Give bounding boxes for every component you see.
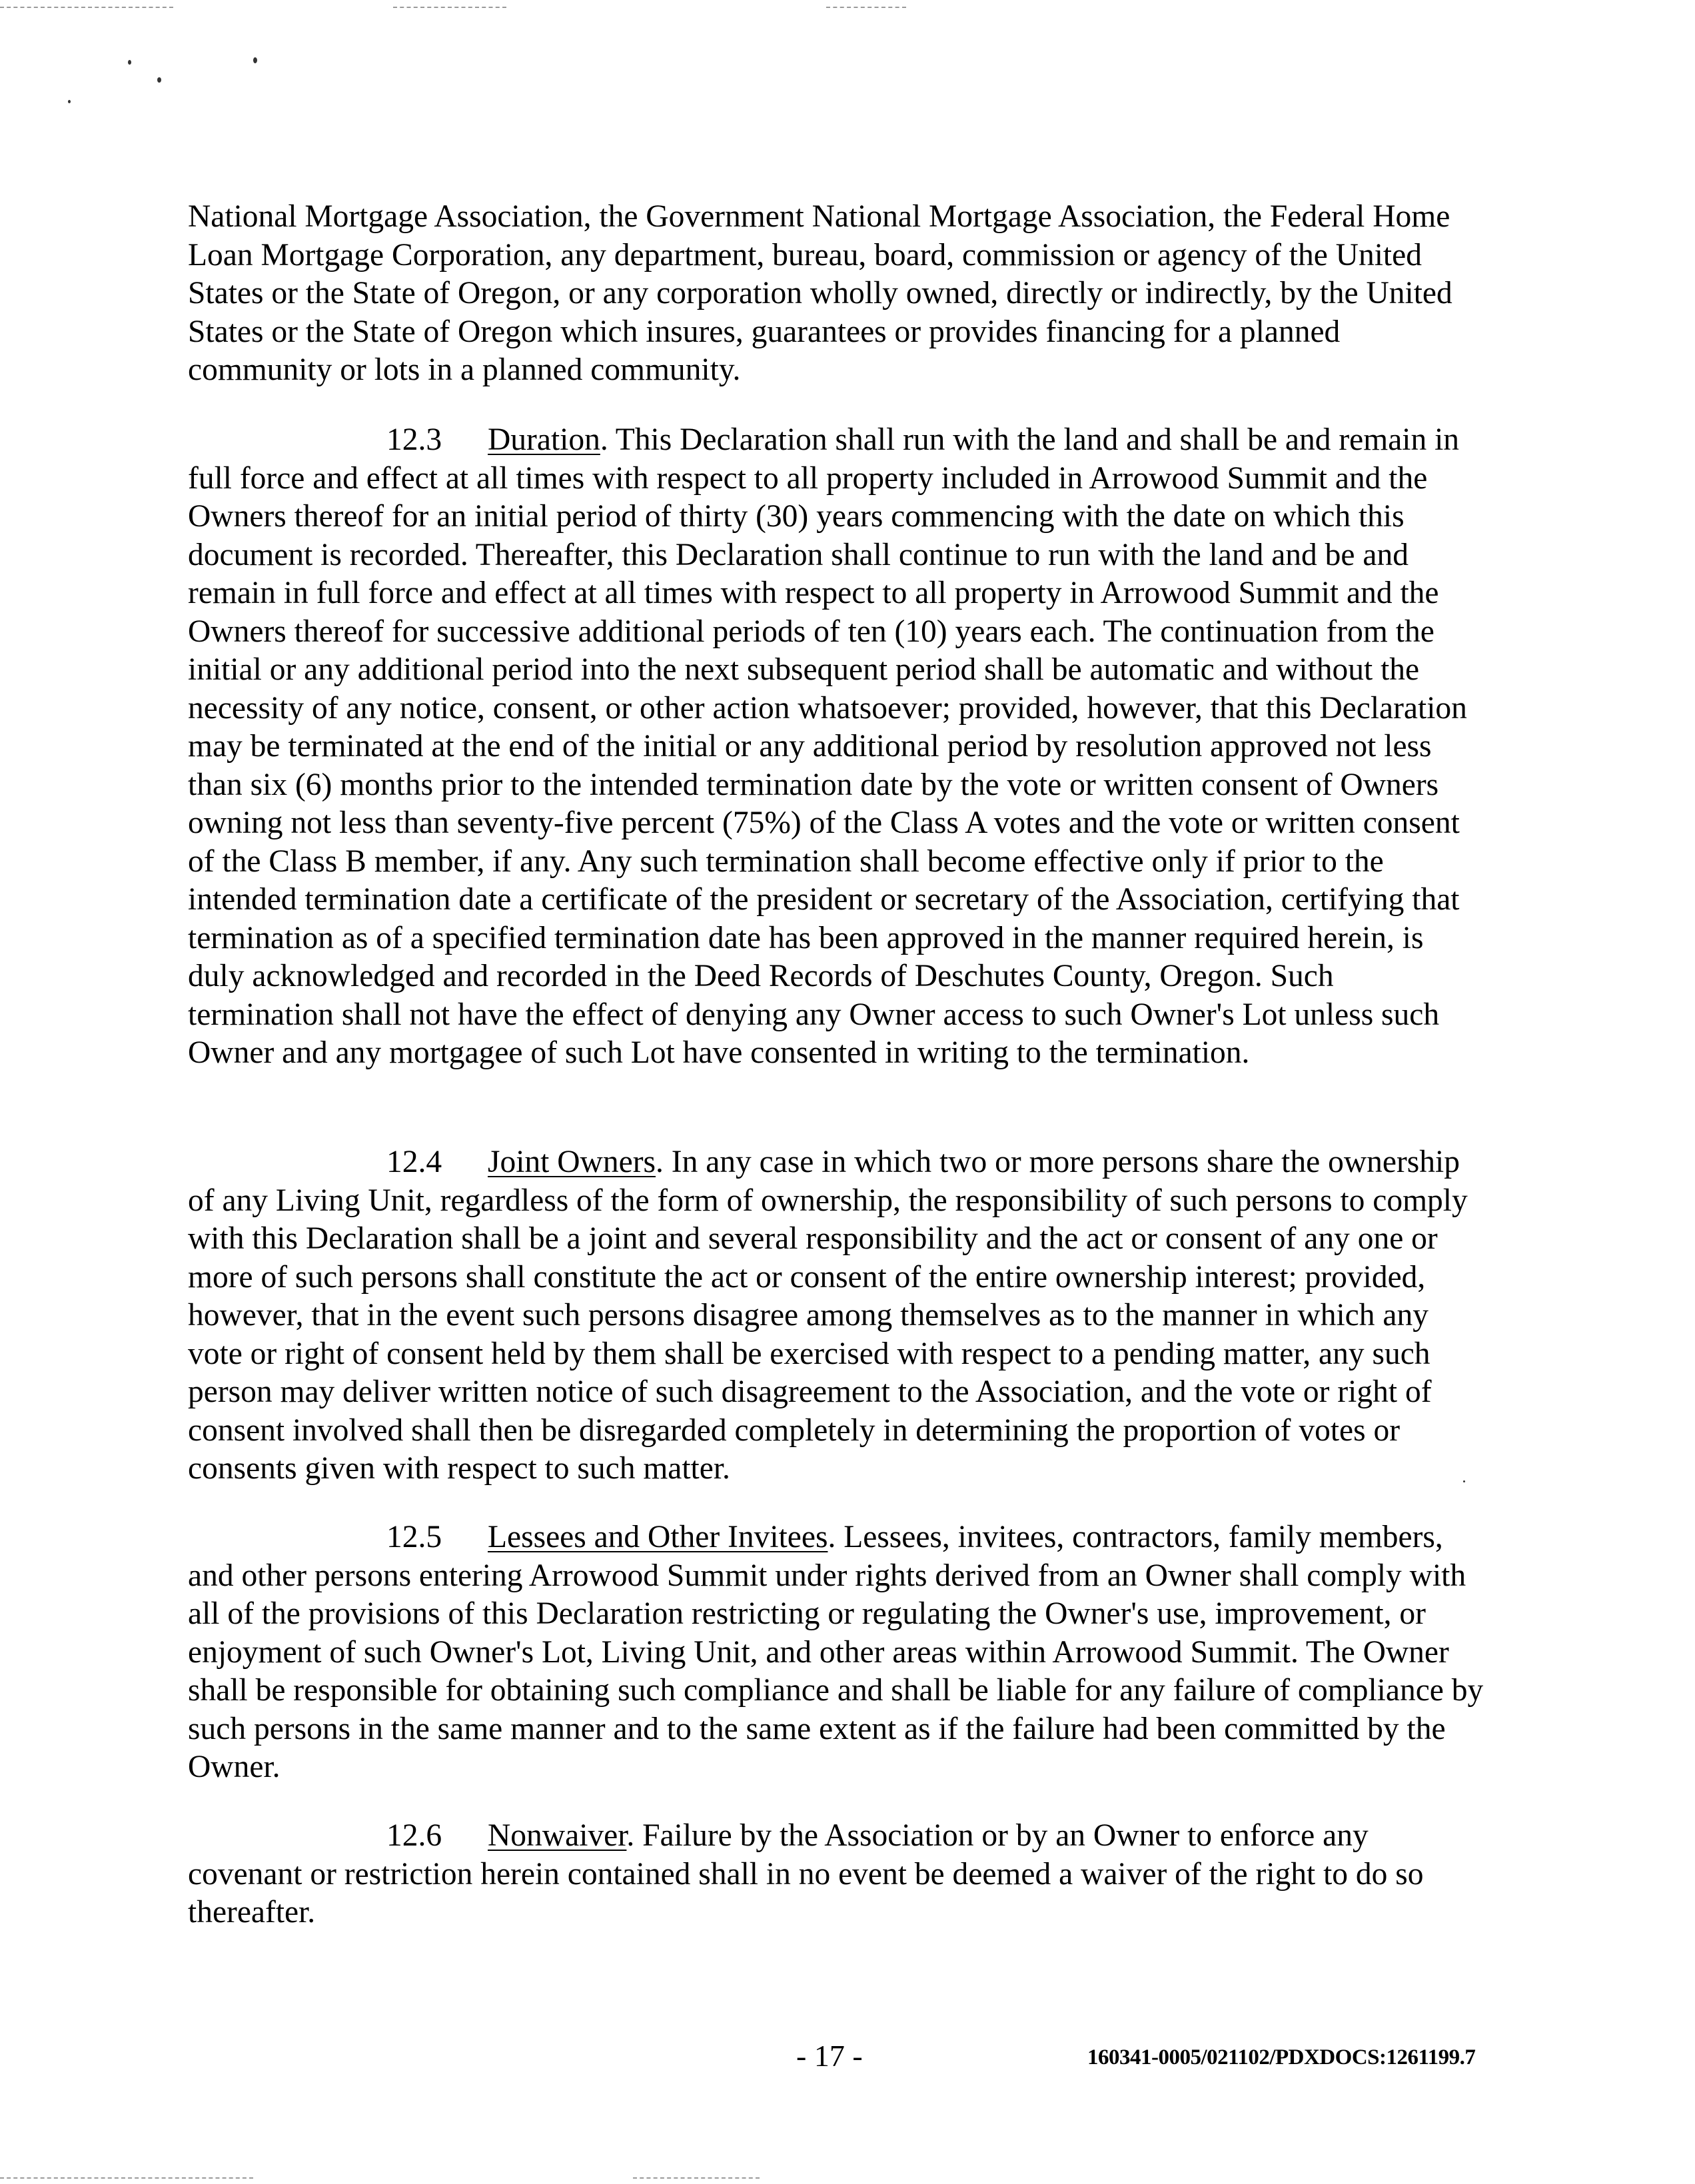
scan-artifact-bottom-mid bbox=[633, 2177, 760, 2179]
scan-speck bbox=[253, 57, 257, 63]
section-body: . This Declaration shall run with the land and shall be and remain in full force and effect at all times with respect to all property included in Arrowood Summit and the Owners thereof for an initial period of thirty (30) years commencing with the date on which this document is recorded. Thereafter, this Declaration shall continue to run with the land and be and remain in full force and effect at all times with respect to all property in Arrowood Summit and the Owners thereof for successive additional periods of ten (10) years each. The continuation from the initial or any additional period into the next subsequent period shall be automatic and without the necessity of any notice, consent, or other action whatsoever; provided, however, that this Declaration may be terminated at the end of the initial or any additional period by resolution approved not less than six (6) months prior to the intended termination date by the vote or written consent of Owners owning not less than seventy-five percent (75%) of the Class A votes and the vote or written consent of the Class B member, if any. Any such termination shall become effective only if prior to the intended termination date a certificate of the president or secretary of the Association, certifying that termination as of a specified termination date has been approved in the manner required herein, is duly acknowledged and recorded in the Deed Records of Deschutes County, Oregon. Such termination shall not have the effect of denying any Owner access to such Owner's Lot unless such Owner and any mortgagee of such Lot have consented in writing to the termination. bbox=[188, 422, 1467, 1070]
page-number: - 17 - bbox=[796, 2039, 863, 2073]
intro-paragraph-block bbox=[188, 198, 1484, 390]
scan-artifact-bottom-left bbox=[0, 2177, 253, 2179]
section-number: 12.3 bbox=[386, 422, 442, 457]
scan-speck bbox=[157, 77, 161, 83]
scan-artifact-top-right bbox=[826, 7, 906, 8]
section-number: 12.6 bbox=[386, 1818, 442, 1853]
section-body: . In any case in which two or more persons share the ownership of any Living Unit, regardless of the form of ownership, the responsibility of such persons to comply with this Declaration shall be a joint and several responsibility and the act or consent of any one or more of such persons shall constitute the act or consent of the entire ownership interest; provided, however, that in the event such persons disagree among themselves as to the manner in which any vote or right of consent held by them shall be exercised with respect to a pending matter, any such person may deliver written notice of such disagreement to the Association, and the vote or right of consent involved shall then be disregarded completely in determining the proportion of votes or consents given with respect to such matter. bbox=[188, 1145, 1468, 1486]
document-id: 160341-0005/021102/PDXDOCS:1261199.7 bbox=[1087, 2045, 1476, 2069]
intro-paragraph: National Mortgage Association, the Government National Mortgage Association, the Federal Home Loan Mortgage Corporation, any department, bureau, board, commission or agency of the United States or the State of Oregon, or any corporation wholly owned, directly or indirectly, by the United States or the State of Oregon which insures, guarantees or provides financing for a planned community or lots in a planned community. bbox=[188, 199, 1452, 387]
scan-speck bbox=[128, 60, 131, 65]
scan-artifact-top-left bbox=[0, 7, 173, 8]
section-heading: Joint Owners bbox=[488, 1145, 656, 1179]
section-12-5 bbox=[188, 1518, 1484, 1787]
section-12-4 bbox=[188, 1143, 1484, 1488]
section-body: . Lessees, invitees, contractors, family members, and other persons entering Arrowood Summit under rights derived from an Owner shall comply with all of the provisions of this Declaration restricting or regulating the Owner's use, improvement, or enjoyment of such Owner's Lot, Living Unit, and other areas within Arrowood Summit. The Owner shall be responsible for obtaining such compliance and shall be liable for any failure of compliance by such persons in the same manner and to the same extent as if the failure had been committed by the Owner. bbox=[188, 1520, 1484, 1784]
section-heading: Nonwaiver bbox=[488, 1818, 627, 1853]
section-12-6 bbox=[188, 1817, 1484, 1932]
section-heading: Duration bbox=[488, 422, 600, 457]
section-number: 12.5 bbox=[386, 1520, 442, 1554]
scan-speck bbox=[68, 100, 71, 103]
section-number: 12.4 bbox=[386, 1145, 442, 1179]
section-body: . Failure by the Association or by an Owner to enforce any covenant or restriction herein contained shall in no event be deemed a waiver of the right to do so thereafter. bbox=[188, 1818, 1424, 1929]
section-12-3 bbox=[188, 421, 1484, 1073]
scan-artifact-top-mid bbox=[393, 7, 506, 8]
section-heading: Lessees and Other Invitees bbox=[488, 1520, 828, 1554]
